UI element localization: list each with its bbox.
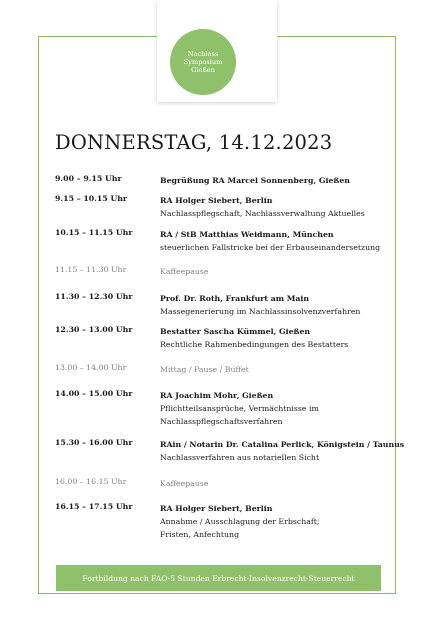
schedule-speaker: RAin / Notarin Dr. Catalina Perlick, Königstein / Taunus	[160, 440, 405, 449]
schedule-speaker: Prof. Dr. Roth, Frankfurt am Main	[160, 294, 310, 303]
schedule-time: 9.00 – 9.15 Uhr	[55, 174, 122, 183]
schedule-time: 10.15 – 11.15 Uhr	[55, 228, 133, 237]
symposium-logo	[170, 29, 236, 95]
schedule-time: 11.15 – 11.30 Uhr	[55, 265, 127, 274]
schedule-description: Rechtliche Rahmenbedingungen des Bestatters	[160, 340, 349, 349]
schedule-description: Massegenerierung im Nachlassinsolvenzverfahren	[160, 307, 361, 316]
schedule-description: steuerlichen Fallstricke bei der Erbauseinandersetzung	[160, 243, 381, 252]
schedule-break-label: Mittag / Pause / Buffet	[160, 365, 249, 374]
schedule-break-label: Kaffeepause	[160, 267, 209, 276]
schedule-description: Nachlasspflegschaft, Nachlassverwaltung Aktuelles	[160, 209, 365, 218]
logo-line-1: Nachlass	[187, 49, 219, 58]
schedule-speaker: Begrüßung RA Marcel Sonnenberg, Gießen	[160, 176, 350, 185]
footer-banner: Fortbildung nach FAO-5 Stunden Erbrecht-Insolvenzrecht-Steuerrecht	[56, 565, 381, 591]
schedule-time: 9.15 – 10.15 Uhr	[55, 194, 128, 203]
logo-line-2: Symposium	[183, 57, 223, 66]
schedule-speaker: RA / StB Matthias Weidmann, München	[160, 230, 334, 239]
schedule-time: 14.00 – 15.00 Uhr	[55, 389, 133, 398]
schedule-description: Annahme / Ausschlagung der Erbschaft;	[160, 517, 320, 526]
schedule-time: 13.00 – 14.00 Uhr	[55, 363, 127, 372]
logo-card	[157, 0, 277, 102]
schedule-speaker: RA Holger Siebert, Berlin	[160, 196, 273, 205]
schedule-time: 11.30 – 12.30 Uhr	[55, 292, 133, 301]
page-title: DONNERSTAG, 14.12.2023	[55, 131, 333, 154]
schedule-speaker: RA Holger Siebert, Berlin	[160, 504, 273, 513]
schedule-time: 16.00 – 16.15 Uhr	[55, 477, 127, 486]
schedule-speaker: RA Joachim Mohr, Gießen	[160, 391, 274, 400]
logo-line-3: Gießen	[191, 66, 215, 75]
schedule-speaker: Bestatter Sascha Kümmel, Gießen	[160, 327, 311, 336]
schedule-time: 12.30 – 13.00 Uhr	[55, 325, 133, 334]
schedule-description: Nachlasspflegschaftsverfahren	[160, 417, 283, 426]
schedule-time: 15.30 – 16.00 Uhr	[55, 438, 133, 447]
schedule-time: 16.15 – 17.15 Uhr	[55, 502, 133, 511]
schedule-break-label: Kaffeepause	[160, 479, 209, 488]
schedule-description: Fristen, Anfechtung	[160, 530, 240, 539]
schedule-description: Pflichtteilsansprüche, Vermächtnisse im	[160, 404, 319, 413]
schedule-description: Nachlassverfahren aus notariellen Sicht	[160, 453, 320, 462]
